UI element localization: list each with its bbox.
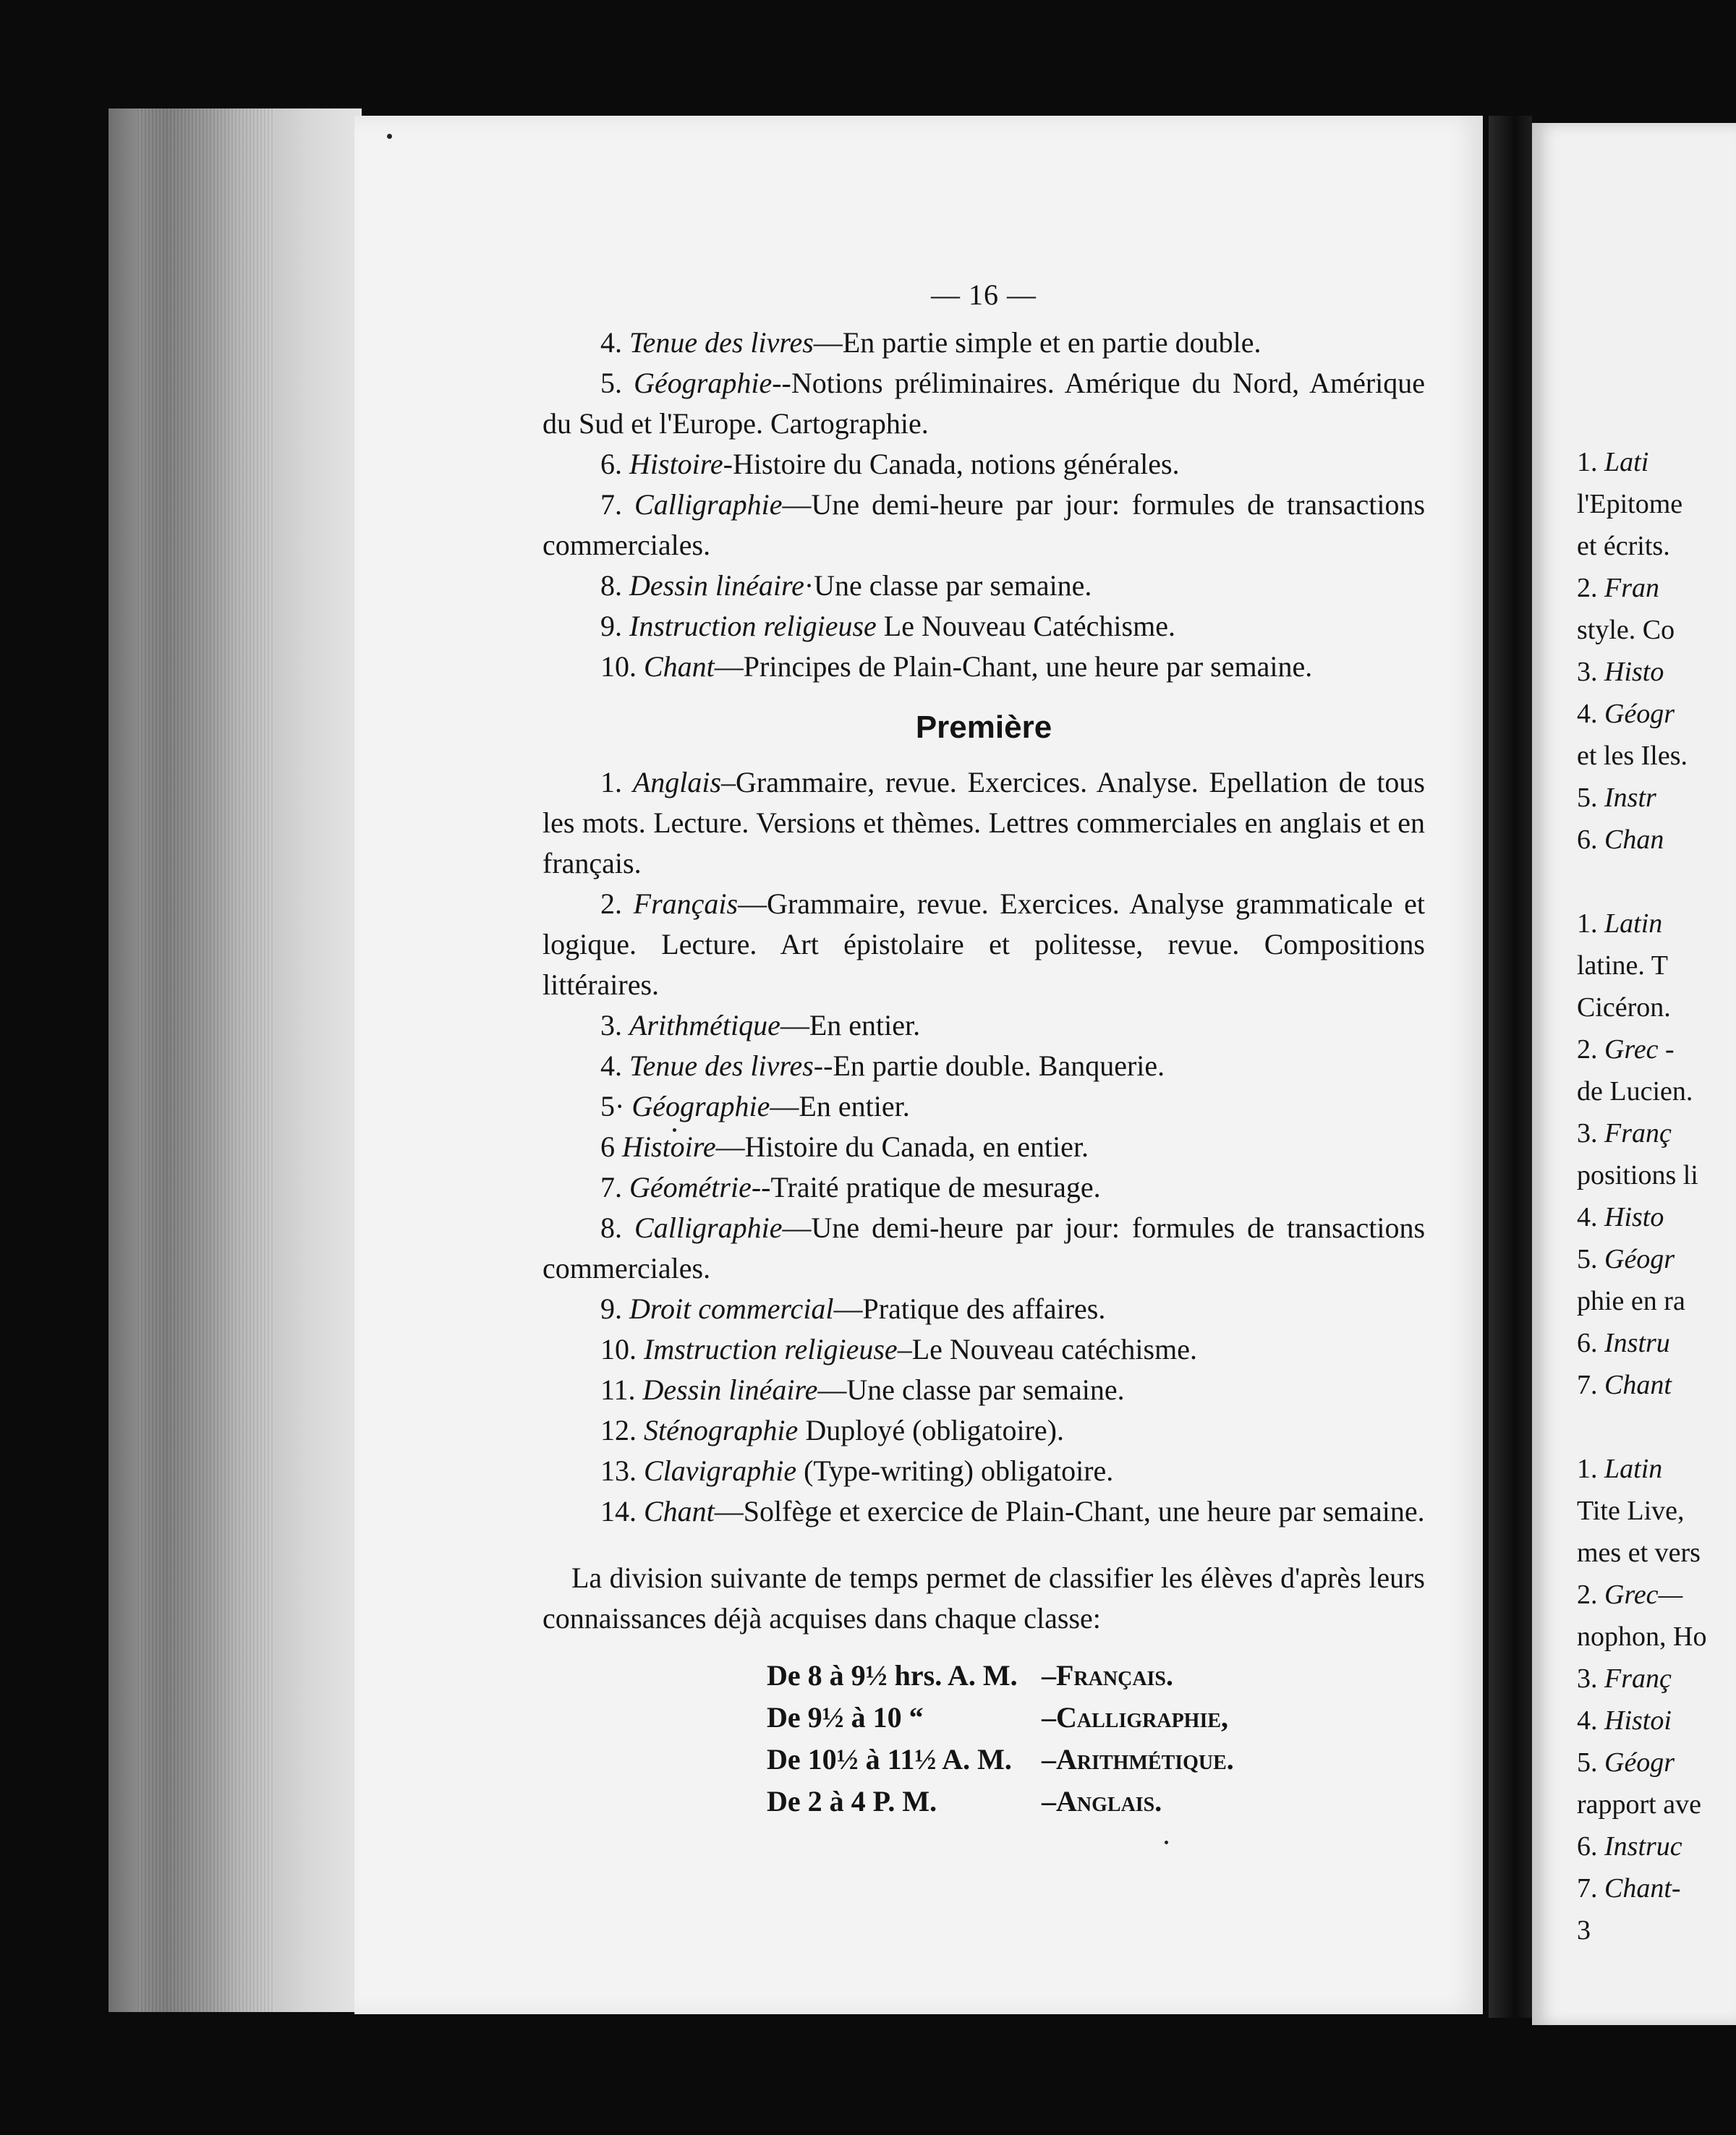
item-description: Histoire du Canada, en entier.: [744, 1130, 1089, 1163]
item-number: 9.: [600, 610, 622, 642]
item-separator: —: [817, 1373, 847, 1406]
item-number: 2.: [600, 887, 622, 920]
item-description: En entier.: [799, 1090, 910, 1122]
item-description: Traité pratique de mesurage.: [770, 1171, 1101, 1203]
item-separator: –: [721, 766, 736, 798]
item-description: Histoire du Canada, notions générales.: [732, 448, 1180, 480]
course-item: [542, 1046, 1425, 1086]
right-page-line: l'Epitome: [1577, 489, 1683, 519]
schedule-subject: –Arithmétique.: [1042, 1743, 1234, 1776]
item-subject: Chant: [644, 1495, 715, 1527]
item-subject: Sténographie: [644, 1414, 799, 1446]
right-page-fragment-text: [1577, 441, 1736, 1951]
item-description: Solfège et exercice de Plain-Chant, une heure par semaine.: [743, 1495, 1425, 1527]
item-subject: Dessin linéaire: [642, 1373, 818, 1406]
item-description: Une demi-heure par jour: formules de transactions commerciales.: [542, 488, 1426, 561]
course-item: [542, 323, 1425, 363]
schedule-time: De 8 à 9½ hrs. A. M.: [767, 1659, 1018, 1692]
right-page-subject: Lati: [1604, 447, 1649, 477]
right-page-subject: Instru: [1604, 1328, 1670, 1358]
item-number: 5.: [600, 367, 622, 399]
right-page-line: 2. Grec—: [1577, 1580, 1683, 1610]
item-separator: —: [782, 1211, 812, 1244]
item-separator: --: [751, 1171, 771, 1203]
item-number: 3.: [600, 1009, 622, 1041]
item-subject: Histoire: [622, 1130, 716, 1163]
page-edge-stack: [109, 108, 362, 2012]
item-subject: Calligraphie: [634, 488, 783, 521]
schedule-subject: –Français.: [1042, 1659, 1174, 1692]
item-description: (Type-writing) obligatoire.: [804, 1454, 1114, 1487]
right-page-subject: Chant-: [1604, 1873, 1681, 1904]
item-separator: --: [772, 367, 791, 399]
item-description: En entier.: [809, 1009, 921, 1041]
item-subject: Géométrie: [629, 1171, 752, 1203]
schedule-row: [767, 1697, 1425, 1739]
course-list-previous-year: [542, 323, 1425, 687]
right-page-line: 7. Chant: [1577, 1370, 1672, 1400]
right-page-subject: Latin: [1604, 908, 1663, 939]
right-page-subject: Géogr: [1604, 699, 1675, 729]
course-item: [542, 1208, 1425, 1289]
course-item: [542, 647, 1425, 687]
right-page-line: 6. Instru: [1577, 1328, 1670, 1358]
schedule-subject: –Anglais.: [1042, 1785, 1162, 1817]
item-number: 6.: [600, 448, 622, 480]
left-page-text: [542, 275, 1425, 1823]
item-number: 5·: [600, 1090, 625, 1122]
item-number: 7.: [600, 488, 622, 521]
right-page-subject: Franç: [1604, 1663, 1672, 1694]
item-separator: —: [714, 650, 744, 683]
schedule-subject: –Calligraphie,: [1042, 1701, 1229, 1734]
right-page-line: 5. Géogr: [1577, 1747, 1675, 1778]
right-page-subject: Histo: [1604, 657, 1664, 687]
schedule-time: De 9½ à 10 “: [767, 1701, 924, 1734]
right-page-line: et les Iles.: [1577, 741, 1688, 771]
schedule-time: De 10½ à 11½ A. M.: [767, 1743, 1012, 1776]
right-page-line: 1. Lati: [1577, 447, 1649, 477]
item-number: 10.: [600, 650, 637, 683]
schedule-intro: La division suivante de temps permet de classifier les élèves d'après leurs connaissances déjà acquises dans chaque classe:: [542, 1561, 1425, 1635]
item-subject: Imstruction religieuse: [644, 1333, 898, 1365]
item-description: Grammaire, revue. Exercices. Analyse. Epellation de tous les mots. Lecture. Versions et thèmes. Lettres commerciales en anglais et en français.: [542, 766, 1425, 879]
right-page-subject: Histo: [1604, 1202, 1664, 1232]
right-page-subject: Chan: [1604, 824, 1664, 855]
item-separator: --: [813, 1049, 833, 1082]
item-subject: Chant: [644, 650, 715, 683]
item-subject: Tenue des livres: [629, 326, 814, 359]
item-description: Grammaire, revue. Exercices. Analyse grammaticale et logique. Lecture. Art épistolaire et politesse, revue. Compositions littéraires.: [542, 887, 1426, 1001]
right-page-line: latine. T: [1577, 950, 1668, 981]
right-page-line: nophon, Ho: [1577, 1622, 1707, 1652]
item-subject: Arithmétique: [629, 1009, 780, 1041]
course-item: [542, 1329, 1425, 1370]
item-subject: Instruction religieuse: [629, 610, 877, 642]
schedule-row: [767, 1739, 1425, 1781]
book-spine: [1489, 116, 1532, 2018]
item-description: En partie simple et en partie double.: [842, 326, 1261, 359]
item-number: 14.: [600, 1495, 637, 1527]
dust-speck: [387, 134, 392, 139]
course-item: [542, 1451, 1425, 1491]
right-page-line: Tite Live,: [1577, 1496, 1685, 1526]
item-separator: —: [715, 1130, 745, 1163]
right-page-line: 4. Histoi: [1577, 1705, 1672, 1736]
right-page-subject: Grec -: [1604, 1034, 1675, 1065]
item-description: Une classe par semaine.: [846, 1373, 1125, 1406]
schedule-time: De 2 à 4 P. M.: [767, 1785, 937, 1817]
right-page-line: 1. Latin: [1577, 1454, 1663, 1484]
course-list-premiere: [542, 762, 1425, 1532]
right-page-line: 3. Histo: [1577, 657, 1664, 687]
right-page-line: rapport ave: [1577, 1789, 1701, 1820]
item-subject: Tenue des livres: [629, 1049, 814, 1082]
course-item: [542, 1005, 1425, 1046]
item-description: Principes de Plain-Chant, une heure par semaine.: [743, 650, 1313, 683]
right-page-line: Cicéron.: [1577, 992, 1671, 1023]
item-description: Duployé (obligatoire).: [805, 1414, 1064, 1446]
item-separator: —: [813, 326, 843, 359]
right-page-line: 2. Fran: [1577, 573, 1659, 603]
item-number: 6: [600, 1130, 615, 1163]
item-number: 9.: [600, 1292, 622, 1325]
dust-speck: [1165, 1841, 1168, 1844]
item-separator: -: [723, 448, 733, 480]
item-description: Notions préliminaires. Amérique du Nord, Amérique du Sud et l'Europe. Cartographie.: [542, 367, 1426, 440]
item-subject: Français: [633, 887, 739, 920]
course-item: [542, 1410, 1425, 1451]
item-separator: —: [738, 887, 767, 920]
right-page-line: 6. Chan: [1577, 824, 1664, 855]
schedule-row: [767, 1655, 1425, 1697]
right-page-line: de Lucien.: [1577, 1076, 1693, 1107]
right-page-subject: Géogr: [1604, 1747, 1675, 1778]
item-subject: Géographie: [634, 367, 773, 399]
item-subject: Calligraphie: [634, 1211, 783, 1244]
course-item: [542, 1167, 1425, 1208]
item-subject: Géographie: [631, 1090, 770, 1122]
item-number: 4.: [600, 326, 622, 359]
time-schedule: [767, 1655, 1425, 1823]
item-separator: —: [770, 1090, 799, 1122]
item-number: 10.: [600, 1333, 637, 1365]
item-number: 13.: [600, 1454, 637, 1487]
right-page-line: positions li: [1577, 1160, 1698, 1190]
right-page-subject: Chant: [1604, 1370, 1672, 1400]
right-page-subject: Fran: [1604, 573, 1659, 603]
right-page-subject: Franç: [1604, 1118, 1672, 1149]
item-description: Pratique des affaires.: [862, 1292, 1106, 1325]
item-number: 11.: [600, 1373, 636, 1406]
right-page-line: 5. Instr: [1577, 783, 1656, 813]
item-description: Une classe par semaine.: [814, 569, 1092, 602]
right-page-line: 5. Géogr: [1577, 1244, 1675, 1274]
item-description: Une demi-heure par jour: formules de transactions commerciales.: [542, 1211, 1426, 1284]
course-item: [542, 444, 1425, 485]
item-subject: Histoire: [629, 448, 723, 480]
right-page-line: [1577, 1406, 1736, 1448]
course-item: [542, 1370, 1425, 1410]
item-number: 4.: [600, 1049, 622, 1082]
course-item: [542, 762, 1425, 884]
item-separator: —: [714, 1495, 744, 1527]
right-page-line: phie en ra: [1577, 1286, 1685, 1316]
course-item: [542, 1086, 1425, 1127]
course-item: [542, 485, 1425, 566]
item-separator: —: [782, 488, 812, 521]
item-number: 8.: [600, 1211, 622, 1244]
right-page-line: 6. Instruc: [1577, 1831, 1682, 1862]
right-page-line: et écrits.: [1577, 531, 1670, 561]
course-item: [542, 606, 1425, 647]
course-item: [542, 1491, 1425, 1532]
right-page-subject: Instruc: [1604, 1831, 1682, 1862]
right-page-line: 2. Grec -: [1577, 1034, 1675, 1065]
item-separator: –: [897, 1333, 912, 1365]
item-separator: ·: [804, 569, 814, 602]
right-page-line: 4. Géogr: [1577, 699, 1675, 729]
right-page-subject: Instr: [1604, 783, 1656, 813]
right-page-subject: Géogr: [1604, 1244, 1675, 1274]
right-page-line: 1. Latin: [1577, 908, 1663, 939]
item-subject: Clavigraphie: [644, 1454, 797, 1487]
right-page-subject: Grec—: [1604, 1580, 1683, 1610]
right-page-subject: Latin: [1604, 1454, 1663, 1484]
right-page-line: style. Co: [1577, 615, 1675, 645]
item-separator: —: [833, 1292, 863, 1325]
course-item: [542, 884, 1425, 1005]
item-description: Le Nouveau catéchisme.: [911, 1333, 1197, 1365]
item-subject: Dessin linéaire: [629, 569, 804, 602]
course-item: [542, 363, 1425, 444]
right-page-line: 3. Franç: [1577, 1118, 1672, 1149]
course-item: [542, 1127, 1425, 1167]
right-page-line: mes et vers: [1577, 1538, 1701, 1568]
right-page-line: 7. Chant-: [1577, 1873, 1681, 1904]
item-number: 7.: [600, 1171, 622, 1203]
course-item: [542, 1289, 1425, 1329]
right-page-subject: Histoi: [1604, 1705, 1672, 1736]
right-page-line: 3. Franç: [1577, 1663, 1672, 1694]
course-item: [542, 566, 1425, 606]
right-page-line: 3: [1577, 1915, 1591, 1946]
section-title: Première: [915, 709, 1052, 745]
right-page-line: [1577, 861, 1736, 903]
item-description: Le Nouveau Catéchisme.: [883, 610, 1175, 642]
item-subject: Droit commercial: [629, 1292, 834, 1325]
item-separator: —: [780, 1009, 809, 1041]
right-page-line: 4. Histo: [1577, 1202, 1664, 1232]
schedule-row: [767, 1781, 1425, 1823]
item-number: 1.: [600, 766, 622, 798]
item-subject: Anglais: [632, 766, 722, 798]
page-number: — 16 —: [931, 278, 1037, 311]
item-description: En partie double. Banquerie.: [833, 1049, 1165, 1082]
item-number: 8.: [600, 569, 622, 602]
item-number: 12.: [600, 1414, 637, 1446]
